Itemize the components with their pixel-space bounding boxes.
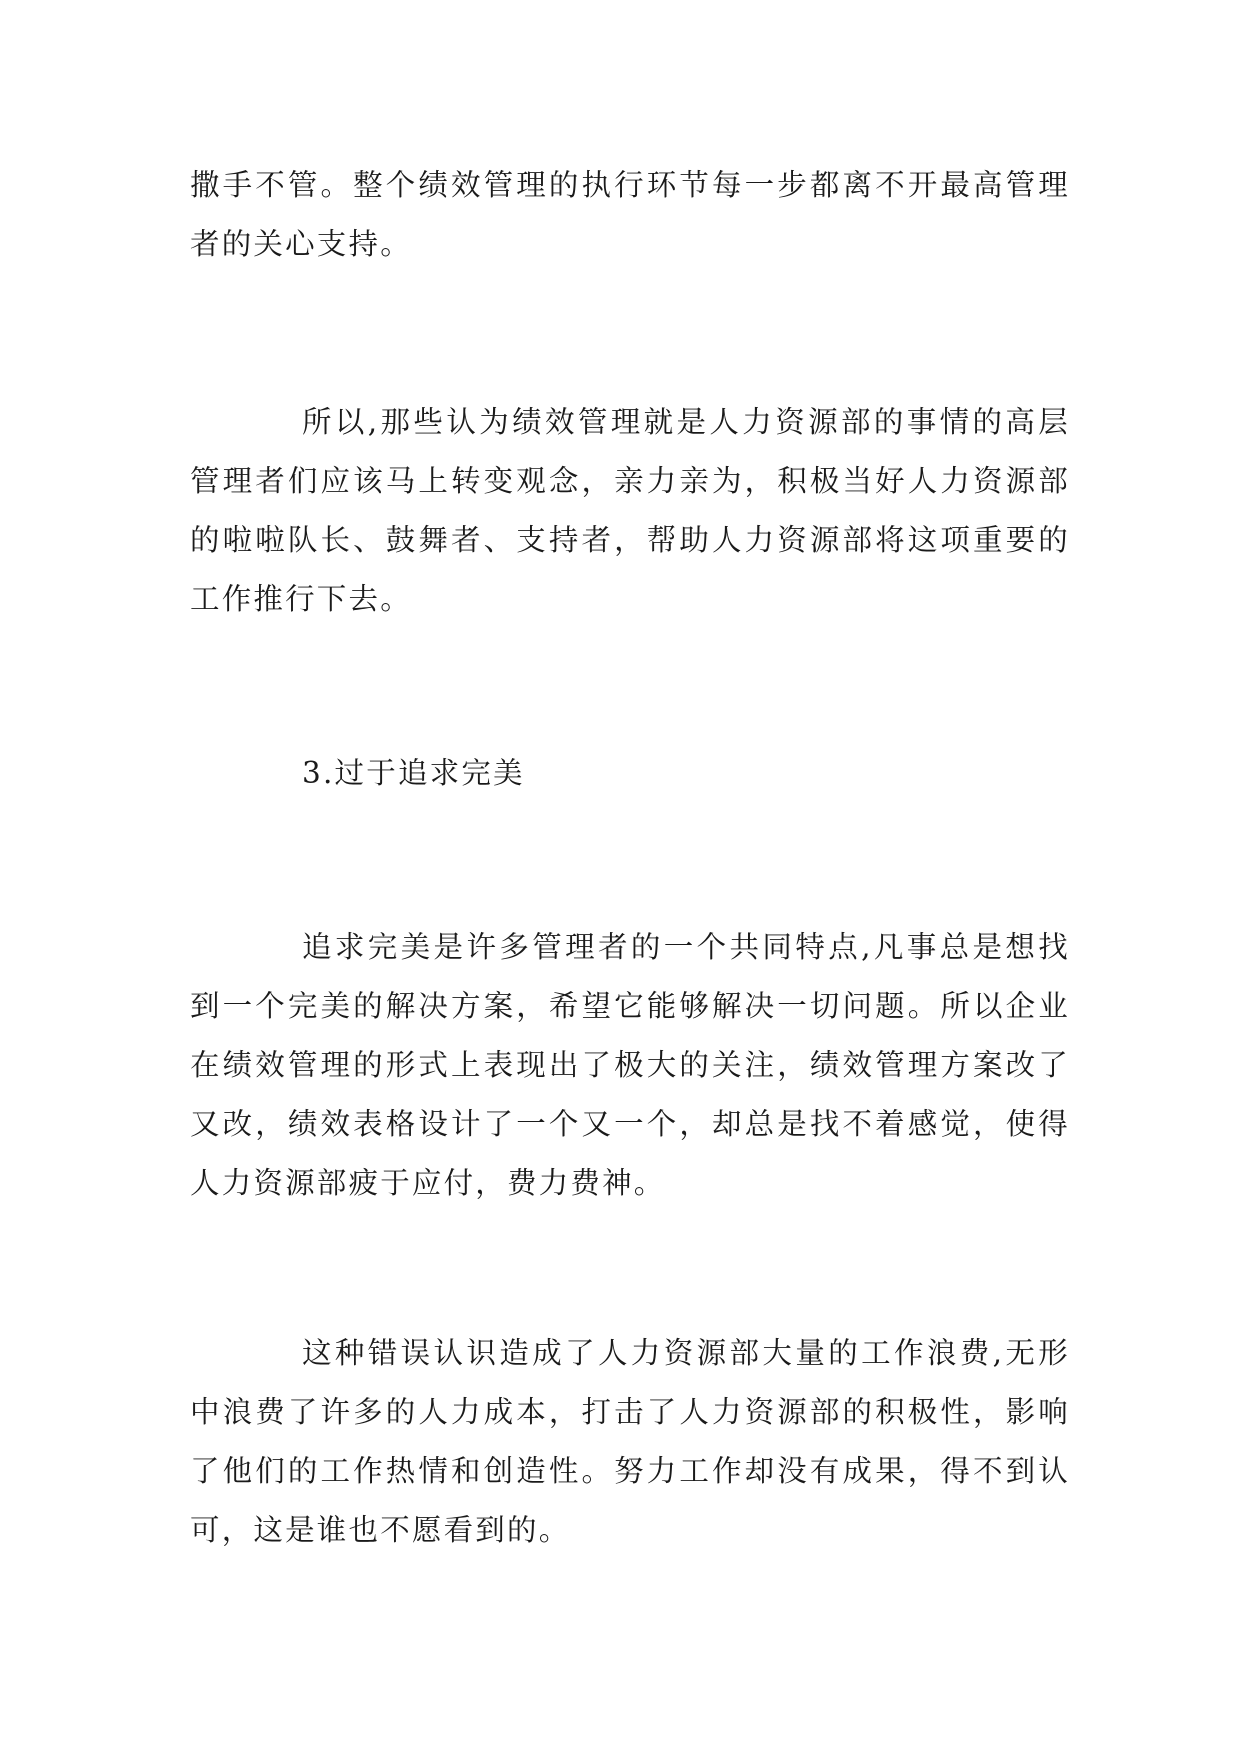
paragraph-waste: 这种错误认识造成了人力资源部大量的工作浪费,无形中浪费了许多的人力成本，打击了人力资源部的积极性，影响了他们的工作热情和创造性。努力工作却没有成果，得不到认可，这是谁也不愿看到的。 [190,1336,1070,1547]
paragraph-continuation: 撒手不管。整个绩效管理的执行环节每一步都离不开最高管理者的关心支持。 [190,168,1070,261]
paragraph-leadership: 所以,那些认为绩效管理就是人力资源部的事情的高层管理者们应该马上转变观念，亲力亲为，积极当好人力资源部的啦啦队长、鼓舞者、支持者，帮助人力资源部将这项重要的工作推行下去。 [190,405,1070,616]
section-heading: 3.过于追求完美 [302,756,525,790]
paragraph-perfection: 追求完美是许多管理者的一个共同特点,凡事总是想找到一个完美的解决方案，希望它能够解决一切问题。所以企业在绩效管理的形式上表现出了极大的关注，绩效管理方案改了又改，绩效表格设计了一个又一个，却总是找不着感觉，使得人力资源部疲于应付，费力费神。 [190,930,1070,1200]
